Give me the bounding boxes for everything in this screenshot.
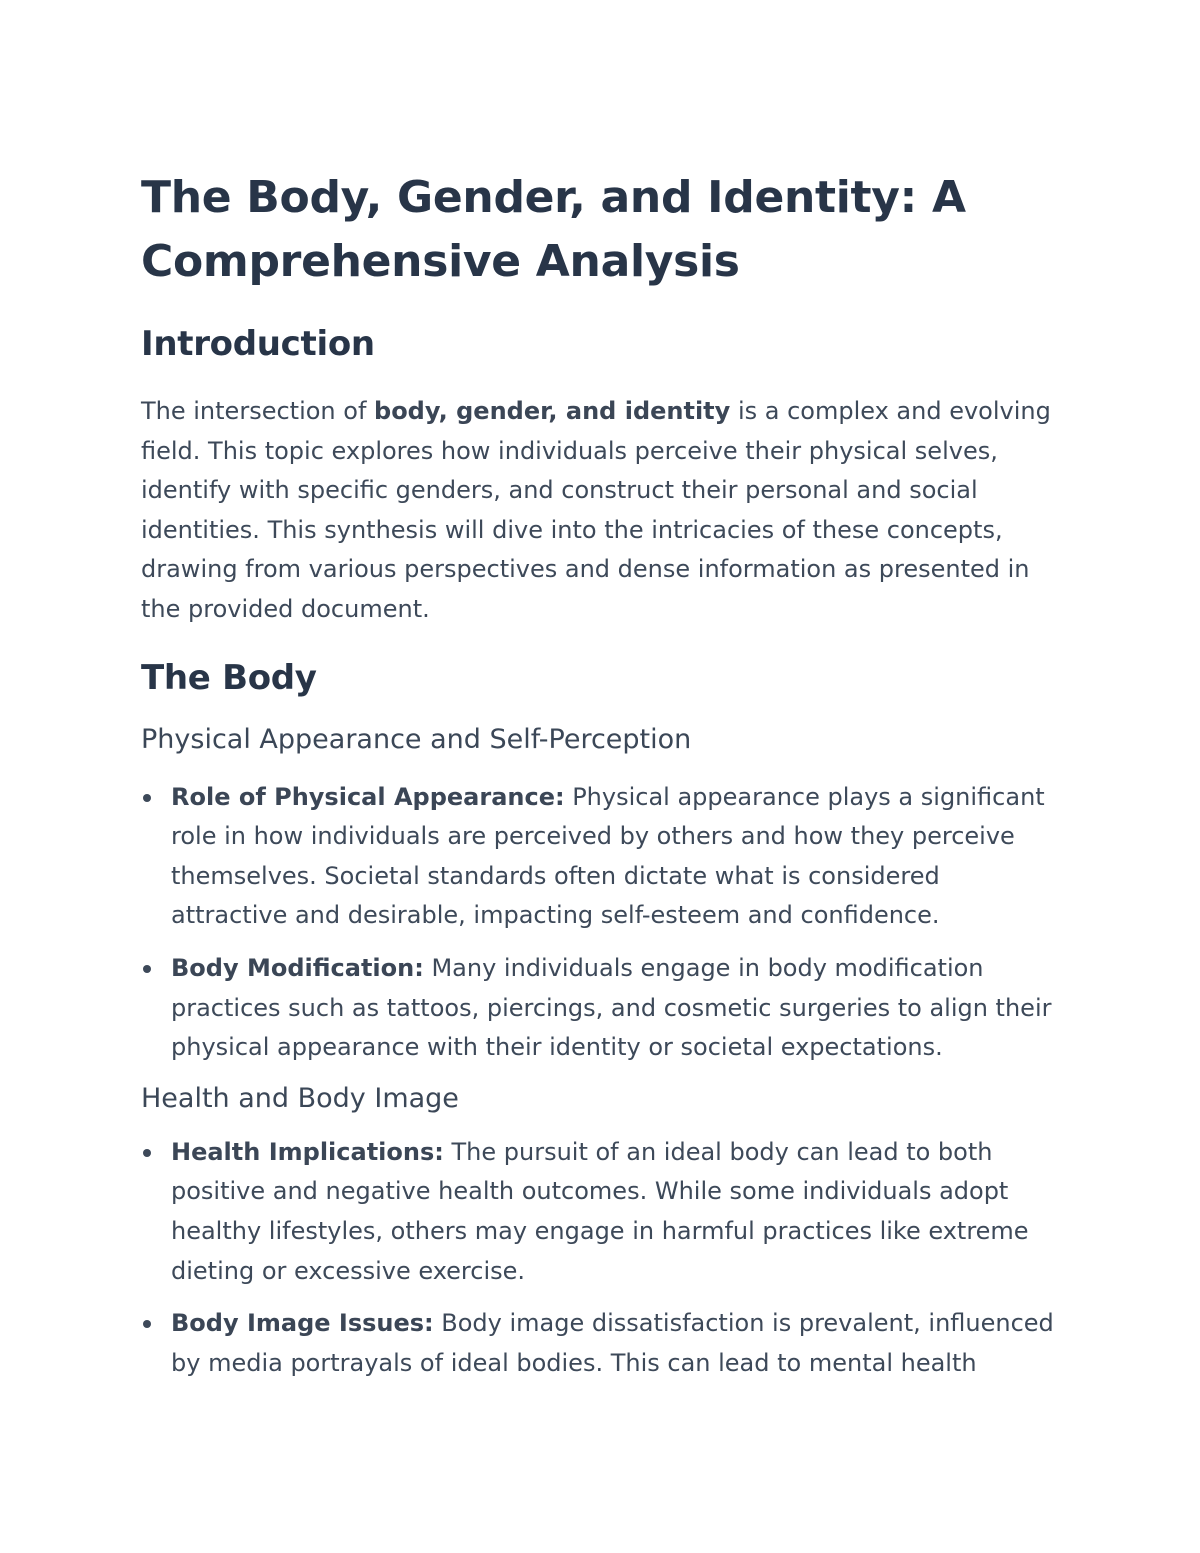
list-item	[141, 949, 1061, 1068]
list-item-text: Many individuals engage in body modification practices such as tattoos, piercings, and cosmetic surgeries to align their physical appearance with their identity or societal expectations.	[171, 953, 1052, 1062]
list-item-text: Physical appearance plays a significant role in how individuals are perceived by others and how they perceive themselves. Societal standards often dictate what is considered attractive and desirable, impacting self-esteem and confidence.	[171, 782, 1045, 930]
list-item	[141, 1133, 1061, 1291]
list-item-term: Body Image Issues:	[171, 1309, 434, 1338]
list-item-term: Health Implications:	[171, 1137, 444, 1166]
introduction-text-start: The intersection of	[141, 397, 375, 425]
introduction-heading: Introduction	[141, 324, 375, 364]
bullet-icon	[143, 965, 151, 973]
introduction-text-end: is a complex and evolving field. This topic explores how individuals perceive their physical selves, identify with specific genders, and construct their personal and social identities. This synthesis will dive into the intricacies of these concepts, drawing from various perspectives and dense information as presented in the provided document.	[141, 397, 1051, 623]
health-body-image-list	[141, 1133, 1061, 1384]
health-body-image-heading: Health and Body Image	[141, 1082, 459, 1114]
list-item-term: Role of Physical Appearance:	[171, 782, 565, 811]
document-title: The Body, Gender, and Identity: A Comprehensive Analysis	[141, 172, 966, 287]
document-page	[141, 166, 1061, 1396]
list-item-text: Body image dissatisfaction is prevalent, influenced by media portrayals of ideal bodies. This can lead to mental health	[171, 1309, 1054, 1377]
introduction-bold-text: body, gender, and identity	[374, 397, 731, 425]
the-body-heading: The Body	[141, 657, 317, 698]
bullet-icon	[143, 1149, 151, 1157]
bullet-icon	[143, 1320, 151, 1328]
list-item	[141, 1304, 1061, 1383]
physical-appearance-list	[141, 778, 1061, 1068]
list-item	[141, 778, 1061, 936]
bullet-icon	[143, 794, 151, 802]
list-item-text: The pursuit of an ideal body can lead to both positive and negative health outcomes. While some individuals adopt healthy lifestyles, others may engage in harmful practices like extreme dieting or excessive exercise.	[171, 1137, 1029, 1285]
physical-appearance-heading: Physical Appearance and Self-Perception	[141, 723, 692, 755]
list-item-term: Body Modification:	[171, 953, 424, 982]
introduction-paragraph	[141, 392, 1061, 630]
